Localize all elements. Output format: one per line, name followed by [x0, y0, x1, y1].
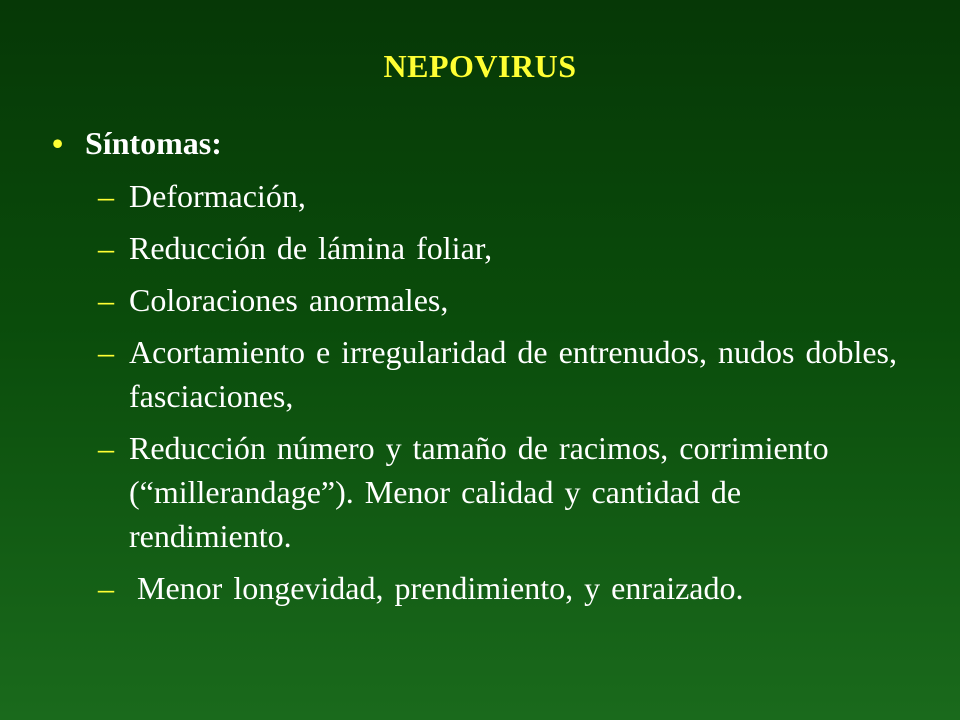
list-item [98, 278, 898, 322]
dash-icon: – [98, 570, 114, 606]
dash-icon: – [98, 430, 114, 466]
list-item-text: Deformación, [129, 178, 306, 214]
list-item-text: Acortamiento e irregularidad de entrenudos, nudos dobles, fasciaciones, [129, 334, 897, 414]
bullet-dot-icon: • [52, 125, 64, 161]
symptom-list [98, 174, 898, 618]
dash-icon: – [98, 178, 114, 214]
list-item [98, 174, 898, 218]
list-item [98, 330, 898, 418]
dash-icon: – [98, 282, 114, 318]
list-item [98, 226, 898, 270]
bullet-label: Síntomas: [85, 125, 222, 161]
slide-title: NEPOVIRUS [383, 48, 577, 84]
list-item-text: Reducción de lámina foliar, [129, 230, 493, 266]
bullet-symptoms [52, 121, 222, 165]
list-item [98, 566, 898, 610]
list-item-text: Menor longevidad, prendimiento, y enraizado. [129, 570, 744, 606]
list-item-text: Reducción número y tamaño de racimos, corrimiento (“millerandage”). Menor calidad y cantidad de rendimiento. [129, 430, 829, 554]
list-item-text: Coloraciones anormales, [129, 282, 449, 318]
dash-icon: – [98, 334, 114, 370]
list-item [98, 426, 898, 558]
dash-icon: – [98, 230, 114, 266]
